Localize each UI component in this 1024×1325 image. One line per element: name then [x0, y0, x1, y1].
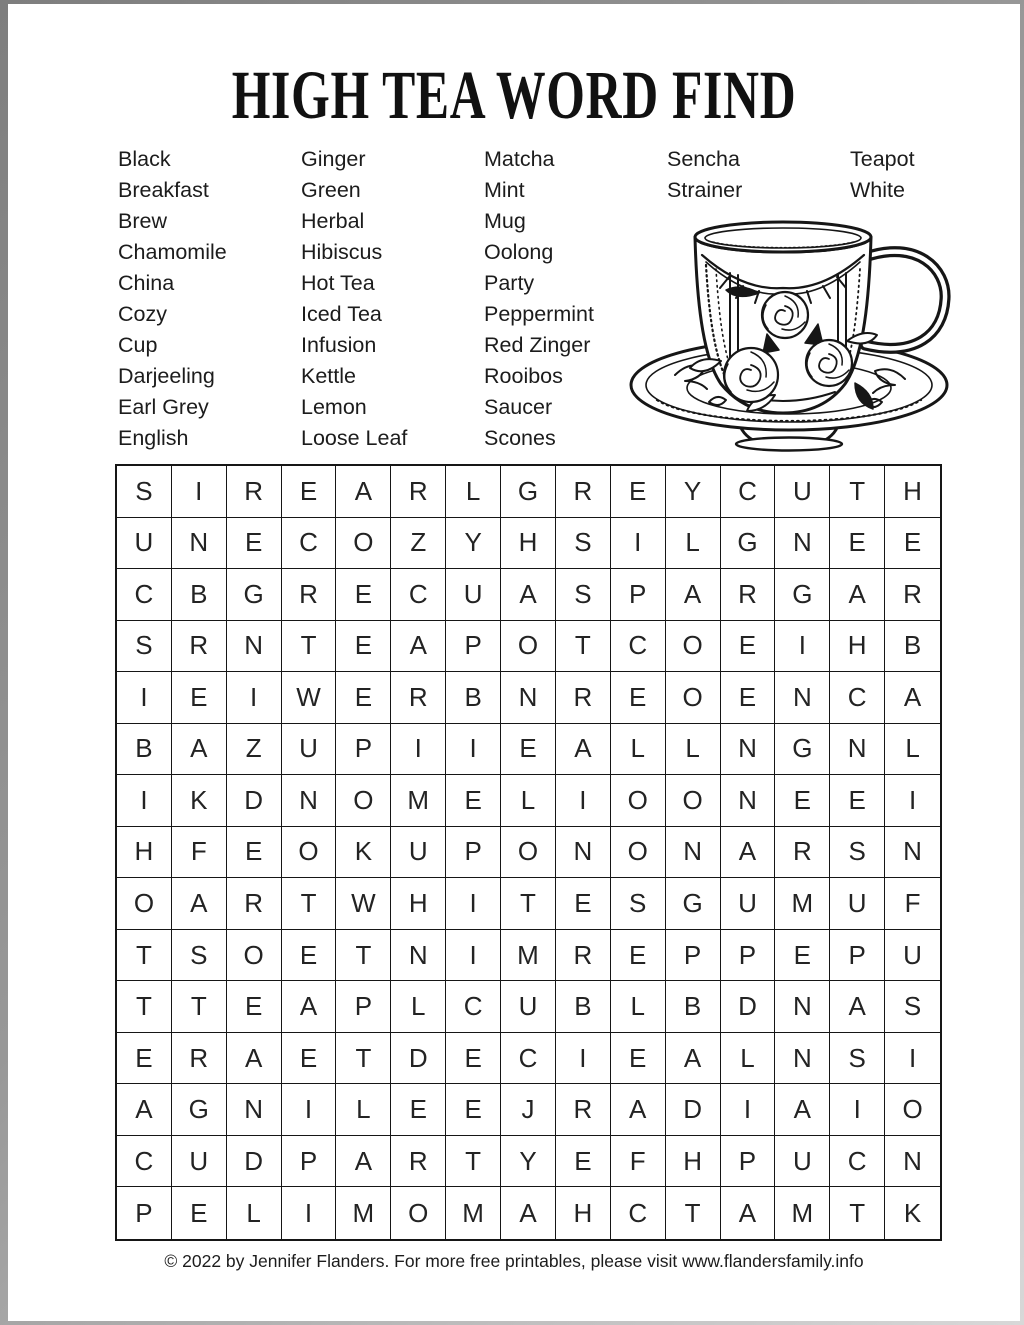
grid-cell[interactable]: D: [666, 1084, 721, 1136]
grid-cell[interactable]: O: [501, 827, 556, 879]
grid-cell[interactable]: H: [117, 827, 172, 879]
grid-cell[interactable]: T: [446, 1136, 501, 1188]
grid-cell[interactable]: A: [336, 1136, 391, 1188]
grid-cell[interactable]: C: [830, 1136, 885, 1188]
grid-cell[interactable]: T: [117, 981, 172, 1033]
grid-cell[interactable]: N: [775, 518, 830, 570]
grid-cell[interactable]: E: [556, 878, 611, 930]
grid-cell[interactable]: E: [446, 1033, 501, 1085]
grid-cell[interactable]: A: [556, 724, 611, 776]
grid-cell[interactable]: B: [117, 724, 172, 776]
grid-cell[interactable]: Y: [446, 518, 501, 570]
grid-cell[interactable]: K: [903, 1197, 922, 1228]
grid-cell[interactable]: R: [172, 621, 227, 673]
grid-cell[interactable]: A: [885, 672, 940, 724]
grid-cell[interactable]: A: [775, 1084, 830, 1136]
page-title: HIGH TEA WORD FIND: [231, 57, 797, 133]
word-list-item: China: [118, 271, 175, 295]
grid-cell[interactable]: S: [117, 466, 172, 518]
grid-cell[interactable]: L: [227, 1187, 282, 1239]
word-list-item: Party: [484, 271, 535, 295]
grid-cell[interactable]: A: [721, 1187, 776, 1239]
grid-cell[interactable]: N: [501, 672, 556, 724]
grid-cell[interactable]: P: [446, 827, 501, 879]
grid-cell[interactable]: I: [282, 1187, 337, 1239]
grid-cell[interactable]: C: [282, 518, 337, 570]
grid-cell[interactable]: Z: [391, 518, 446, 570]
grid-cell[interactable]: L: [611, 724, 666, 776]
grid-cell[interactable]: C: [391, 569, 446, 621]
grid-cell[interactable]: I: [391, 724, 446, 776]
grid-cell[interactable]: S: [556, 569, 611, 621]
grid-cell[interactable]: A: [172, 878, 227, 930]
grid-cell[interactable]: B: [885, 621, 940, 673]
grid-cell[interactable]: E: [227, 518, 282, 570]
grid-cell[interactable]: E: [611, 466, 666, 518]
grid-cell[interactable]: E: [282, 930, 337, 982]
grid-cell[interactable]: C: [117, 569, 172, 621]
grid-cell[interactable]: G: [666, 878, 721, 930]
grid-cell[interactable]: E: [172, 1187, 227, 1239]
grid-cell[interactable]: R: [556, 672, 611, 724]
word-list-item: Mint: [484, 178, 525, 202]
grid-cell[interactable]: R: [227, 466, 282, 518]
word-list-item: Kettle: [301, 364, 356, 388]
word-list-item: Matcha: [484, 147, 555, 171]
grid-cell[interactable]: P: [666, 930, 721, 982]
grid-cell[interactable]: S: [556, 518, 611, 570]
grid-cell[interactable]: O: [885, 1084, 940, 1136]
word-list-item: Sencha: [667, 147, 740, 171]
grid-cell[interactable]: M: [775, 1187, 830, 1239]
grid-cell[interactable]: H: [830, 621, 885, 673]
grid-cell[interactable]: U: [775, 466, 830, 518]
word-list-item: Darjeeling: [118, 364, 215, 388]
grid-cell[interactable]: I: [227, 672, 282, 724]
word-list-item: Hot Tea: [301, 271, 375, 295]
grid-cell[interactable]: A: [501, 1187, 556, 1239]
grid-cell[interactable]: O: [501, 621, 556, 673]
grid-cell[interactable]: A: [721, 827, 776, 879]
grid-cell[interactable]: T: [830, 1187, 885, 1239]
word-search-grid: [115, 464, 942, 1241]
word-list-item: Cozy: [118, 302, 167, 326]
grid-cell[interactable]: I: [282, 1084, 337, 1136]
grid-cell[interactable]: U: [446, 569, 501, 621]
copyright-footer: © 2022 by Jennifer Flanders. For more free printables, please visit www.flandersfamily.info: [164, 1251, 864, 1271]
grid-cell[interactable]: E: [446, 775, 501, 827]
grid-cell[interactable]: P: [721, 1136, 776, 1188]
grid-cell[interactable]: N: [666, 827, 721, 879]
grid-cell[interactable]: O: [666, 775, 721, 827]
grid-cell[interactable]: K: [336, 827, 391, 879]
grid-cell[interactable]: N: [282, 775, 337, 827]
grid-cell[interactable]: N: [227, 1084, 282, 1136]
grid-cell[interactable]: P: [830, 930, 885, 982]
grid-cell[interactable]: E: [336, 672, 391, 724]
word-list-item: Infusion: [301, 333, 377, 357]
word-list-item: Teapot: [850, 147, 915, 171]
grid-cell[interactable]: T: [282, 621, 337, 673]
grid-cell[interactable]: T: [666, 1187, 721, 1239]
grid-cell[interactable]: I: [775, 621, 830, 673]
word-list-item: Mug: [484, 209, 526, 233]
word-list-item: Black: [118, 147, 171, 171]
grid-cell[interactable]: B: [172, 569, 227, 621]
grid-cell[interactable]: Y: [501, 1136, 556, 1188]
grid-cell[interactable]: G: [775, 569, 830, 621]
grid-cell[interactable]: L: [446, 466, 501, 518]
printable-page: [8, 4, 1020, 1321]
grid-cell[interactable]: O: [336, 518, 391, 570]
grid-cell[interactable]: K: [172, 775, 227, 827]
grid-cell[interactable]: U: [885, 930, 940, 982]
grid-cell[interactable]: O: [391, 1187, 446, 1239]
grid-cell[interactable]: U: [172, 1136, 227, 1188]
grid-cell[interactable]: W: [282, 672, 337, 724]
grid-cell[interactable]: A: [336, 466, 391, 518]
grid-cell[interactable]: C: [611, 1187, 666, 1239]
word-list-item: Ginger: [301, 147, 366, 171]
grid-cell[interactable]: E: [336, 621, 391, 673]
grid-cell[interactable]: C: [446, 981, 501, 1033]
word-list-item: Rooibos: [484, 364, 563, 388]
grid-cell[interactable]: D: [227, 775, 282, 827]
grid-cell[interactable]: O: [336, 775, 391, 827]
grid-cell[interactable]: E: [172, 672, 227, 724]
grid-cell[interactable]: O: [117, 878, 172, 930]
word-list-item: Hibiscus: [301, 240, 383, 264]
grid-cell[interactable]: A: [227, 1033, 282, 1085]
grid-cell[interactable]: E: [282, 466, 337, 518]
grid-cell[interactable]: E: [391, 1084, 446, 1136]
grid-cell[interactable]: A: [117, 1084, 172, 1136]
grid-cell[interactable]: U: [117, 518, 172, 570]
grid-cell[interactable]: E: [830, 518, 885, 570]
grid-cell[interactable]: O: [666, 672, 721, 724]
word-list-column: [118, 144, 301, 454]
word-list-item: Lemon: [301, 395, 367, 419]
grid-cell[interactable]: I: [556, 775, 611, 827]
grid-cell[interactable]: E: [611, 930, 666, 982]
grid-cell[interactable]: E: [446, 1084, 501, 1136]
word-list-item: Chamomile: [118, 240, 227, 264]
grid-cell[interactable]: C: [611, 621, 666, 673]
grid-cell[interactable]: W: [336, 878, 391, 930]
grid-cell[interactable]: E: [117, 1033, 172, 1085]
grid-cell[interactable]: E: [721, 672, 776, 724]
grid-cell[interactable]: S: [172, 930, 227, 982]
grid-cell[interactable]: G: [172, 1084, 227, 1136]
grid-cell[interactable]: O: [611, 827, 666, 879]
grid-cell[interactable]: I: [117, 672, 172, 724]
grid-cell[interactable]: L: [336, 1084, 391, 1136]
grid-cell[interactable]: M: [501, 930, 556, 982]
grid-cell[interactable]: O: [282, 827, 337, 879]
grid-cell[interactable]: S: [611, 878, 666, 930]
grid-cell[interactable]: A: [666, 1033, 721, 1085]
grid-cell[interactable]: N: [227, 621, 282, 673]
teacup-illustration: [608, 195, 970, 465]
grid-cell[interactable]: E: [611, 1033, 666, 1085]
grid-cell[interactable]: R: [227, 878, 282, 930]
grid-cell[interactable]: R: [282, 569, 337, 621]
grid-cell[interactable]: L: [666, 518, 721, 570]
grid-cell[interactable]: N: [721, 775, 776, 827]
grid-cell[interactable]: S: [885, 981, 940, 1033]
grid-cell[interactable]: O: [666, 621, 721, 673]
grid-cell[interactable]: A: [830, 569, 885, 621]
grid-cell[interactable]: A: [611, 1084, 666, 1136]
grid-cell[interactable]: N: [391, 930, 446, 982]
grid-cell[interactable]: R: [556, 1084, 611, 1136]
word-list-item: Iced Tea: [301, 302, 382, 326]
grid-cell[interactable]: E: [885, 518, 940, 570]
grid-cell[interactable]: O: [611, 775, 666, 827]
grid-cell[interactable]: B: [446, 672, 501, 724]
grid-cell[interactable]: D: [227, 1136, 282, 1188]
grid-cell[interactable]: N: [775, 672, 830, 724]
word-list-item: English: [118, 426, 189, 450]
grid-cell[interactable]: T: [336, 1033, 391, 1085]
grid-cell[interactable]: R: [556, 466, 611, 518]
grid-cell[interactable]: N: [172, 518, 227, 570]
grid-cell[interactable]: R: [885, 569, 940, 621]
grid-cell[interactable]: P: [611, 569, 666, 621]
grid-cell[interactable]: E: [830, 775, 885, 827]
grid-cell[interactable]: I: [721, 1084, 776, 1136]
grid-cell[interactable]: A: [666, 569, 721, 621]
grid-cell[interactable]: H: [885, 466, 940, 518]
grid-cell[interactable]: L: [611, 981, 666, 1033]
grid-cell[interactable]: A: [830, 981, 885, 1033]
grid-cell[interactable]: L: [391, 981, 446, 1033]
grid-cell[interactable]: L: [721, 1033, 776, 1085]
grid-cell[interactable]: M: [391, 775, 446, 827]
grid-cell[interactable]: P: [282, 1136, 337, 1188]
grid-cell[interactable]: E: [775, 775, 830, 827]
grid-cell[interactable]: H: [666, 1136, 721, 1188]
grid-cell[interactable]: N: [885, 1136, 940, 1188]
grid-cell[interactable]: R: [556, 930, 611, 982]
grid-cell[interactable]: A: [501, 569, 556, 621]
grid-cell[interactable]: D: [391, 1033, 446, 1085]
grid-cell[interactable]: E: [227, 981, 282, 1033]
grid-cell[interactable]: N: [775, 1033, 830, 1085]
grid-cell[interactable]: I: [611, 518, 666, 570]
grid-cell[interactable]: E: [336, 569, 391, 621]
grid-cell[interactable]: S: [830, 827, 885, 879]
grid-cell[interactable]: N: [721, 724, 776, 776]
grid-cell[interactable]: E: [556, 1136, 611, 1188]
word-list-item: Brew: [118, 209, 167, 233]
grid-cell[interactable]: I: [885, 775, 940, 827]
grid-cell[interactable]: P: [721, 930, 776, 982]
word-list-item: Earl Grey: [118, 395, 209, 419]
grid-cell[interactable]: E: [721, 621, 776, 673]
grid-cell[interactable]: A: [172, 724, 227, 776]
grid-cell[interactable]: P: [336, 724, 391, 776]
grid-cell[interactable]: I: [556, 1033, 611, 1085]
word-list-item: Herbal: [301, 209, 365, 233]
word-list-item: Saucer: [484, 395, 553, 419]
grid-cell[interactable]: S: [117, 621, 172, 673]
grid-cell[interactable]: Y: [666, 466, 721, 518]
grid-cell[interactable]: O: [227, 930, 282, 982]
grid-cell[interactable]: I: [446, 878, 501, 930]
grid-cell[interactable]: L: [666, 724, 721, 776]
word-list-item: Peppermint: [484, 302, 594, 326]
grid-cell[interactable]: J: [501, 1084, 556, 1136]
grid-cell[interactable]: Z: [227, 724, 282, 776]
grid-cell[interactable]: E: [501, 724, 556, 776]
word-list-item: Green: [301, 178, 361, 202]
grid-cell[interactable]: P: [336, 981, 391, 1033]
grid-cell[interactable]: F: [885, 878, 940, 930]
grid-cell[interactable]: E: [282, 1033, 337, 1085]
grid-cell[interactable]: P: [117, 1187, 172, 1239]
grid-cell[interactable]: U: [391, 827, 446, 879]
grid-cell[interactable]: G: [227, 569, 282, 621]
grid-cell[interactable]: S: [830, 1033, 885, 1085]
grid-cell[interactable]: F: [611, 1136, 666, 1188]
grid-cell[interactable]: C: [501, 1033, 556, 1085]
grid-cell[interactable]: T: [336, 930, 391, 982]
grid-cell[interactable]: C: [117, 1136, 172, 1188]
grid-cell[interactable]: C: [721, 466, 776, 518]
grid-cell[interactable]: D: [721, 981, 776, 1033]
grid-cell[interactable]: B: [666, 981, 721, 1033]
grid-cell[interactable]: G: [775, 724, 830, 776]
grid-cell[interactable]: T: [172, 981, 227, 1033]
grid-cell[interactable]: H: [391, 878, 446, 930]
grid-cell[interactable]: P: [446, 621, 501, 673]
grid-cell[interactable]: T: [282, 878, 337, 930]
grid-cell[interactable]: T: [556, 621, 611, 673]
grid-cell[interactable]: M: [446, 1187, 501, 1239]
grid-cell[interactable]: R: [391, 672, 446, 724]
grid-cell[interactable]: R: [391, 1136, 446, 1188]
grid-cell[interactable]: U: [830, 878, 885, 930]
word-list-item: Strainer: [667, 178, 743, 202]
grid-cell[interactable]: I: [446, 930, 501, 982]
grid-cell[interactable]: L: [501, 775, 556, 827]
word-list-item: Breakfast: [118, 178, 209, 202]
grid-cell[interactable]: U: [775, 1136, 830, 1188]
grid-cell[interactable]: H: [556, 1187, 611, 1239]
grid-cell[interactable]: H: [501, 518, 556, 570]
word-list-item: Cup: [118, 333, 158, 357]
grid-cell[interactable]: N: [556, 827, 611, 879]
grid-cell[interactable]: I: [172, 466, 227, 518]
grid-cell[interactable]: T: [501, 878, 556, 930]
grid-cell[interactable]: R: [721, 569, 776, 621]
grid-cell[interactable]: U: [721, 878, 776, 930]
grid-cell[interactable]: R: [391, 466, 446, 518]
grid-cell[interactable]: B: [556, 981, 611, 1033]
grid-cell[interactable]: U: [282, 724, 337, 776]
grid-cell[interactable]: A: [282, 981, 337, 1033]
grid-cell[interactable]: E: [227, 827, 282, 879]
word-list-item: White: [850, 178, 905, 202]
grid-cell[interactable]: I: [446, 724, 501, 776]
grid-cell[interactable]: I: [830, 1084, 885, 1136]
grid-cell[interactable]: I: [885, 1033, 940, 1085]
grid-cell[interactable]: R: [172, 1033, 227, 1085]
grid-cell[interactable]: E: [611, 672, 666, 724]
grid-cell[interactable]: N: [830, 724, 885, 776]
word-list-item: Oolong: [484, 240, 554, 264]
grid-cell[interactable]: E: [775, 930, 830, 982]
grid-cell[interactable]: I: [117, 775, 172, 827]
grid-cell[interactable]: T: [117, 930, 172, 982]
grid-cell[interactable]: L: [885, 724, 940, 776]
word-list-item: Loose Leaf: [301, 426, 408, 450]
grid-cell[interactable]: T: [830, 466, 885, 518]
grid-cell[interactable]: R: [775, 827, 830, 879]
grid-cell[interactable]: N: [885, 827, 940, 879]
grid-cell[interactable]: A: [391, 621, 446, 673]
word-list-column: [301, 144, 484, 454]
grid-cell[interactable]: U: [501, 981, 556, 1033]
grid-cell[interactable]: M: [775, 878, 830, 930]
grid-cell[interactable]: M: [336, 1187, 391, 1239]
word-list-item: Red Zinger: [484, 333, 591, 357]
grid-cell[interactable]: N: [775, 981, 830, 1033]
grid-cell[interactable]: G: [501, 466, 556, 518]
grid-cell[interactable]: F: [172, 827, 227, 879]
word-list-item: Scones: [484, 426, 556, 450]
grid-cell[interactable]: C: [830, 672, 885, 724]
grid-cell[interactable]: G: [721, 518, 776, 570]
